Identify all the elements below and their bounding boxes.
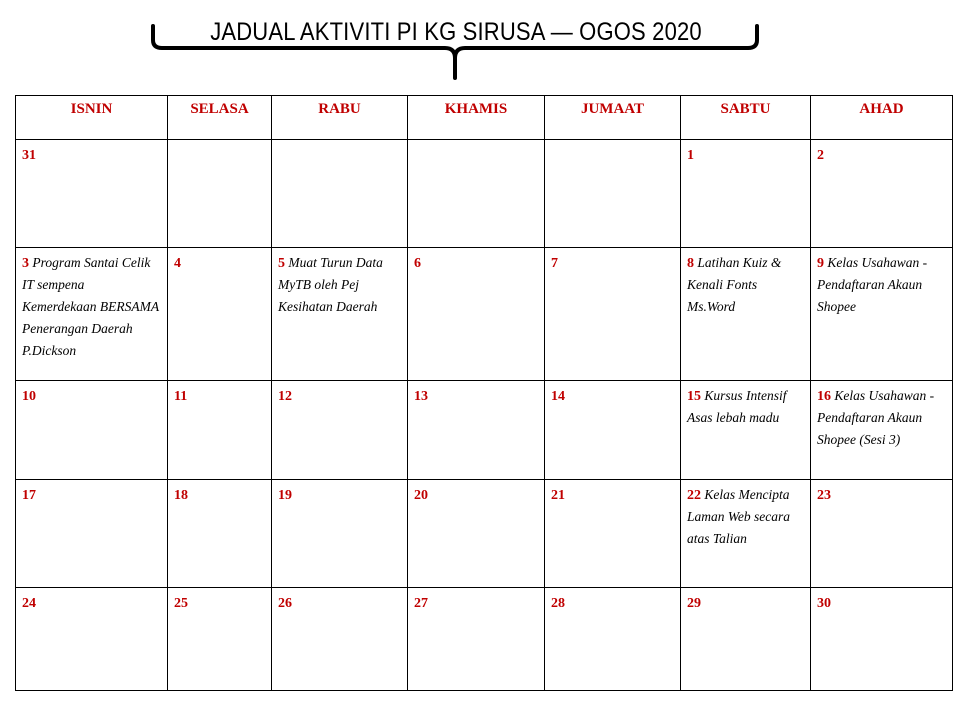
day-cell <box>811 480 953 588</box>
day-number: 27 <box>414 596 428 611</box>
day-cell <box>16 588 168 691</box>
day-cell <box>681 381 811 480</box>
day-cell <box>545 588 681 691</box>
day-number: 2 <box>817 148 824 163</box>
event-text: Kelas Mencipta Laman Web secara atas Talian <box>687 487 790 546</box>
day-number: 21 <box>551 488 565 503</box>
day-number: 14 <box>551 389 565 404</box>
day-number: 9 <box>817 256 824 271</box>
day-cell <box>408 588 545 691</box>
day-cell <box>16 480 168 588</box>
day-cell <box>681 140 811 248</box>
calendar-table <box>15 95 953 691</box>
day-cell <box>16 248 168 381</box>
day-cell <box>681 588 811 691</box>
day-number: 15 <box>687 389 701 404</box>
day-cell <box>545 140 681 248</box>
day-number: 1 <box>687 148 694 163</box>
day-number: 31 <box>22 148 36 163</box>
day-number: 26 <box>278 596 292 611</box>
day-cell <box>545 248 681 381</box>
event-text: Kursus Intensif Asas lebah madu <box>687 388 787 425</box>
event-text: Muat Turun Data MyTB oleh Pej Kesihatan Daerah <box>278 255 383 314</box>
day-cell <box>272 140 408 248</box>
day-number: 25 <box>174 596 188 611</box>
week-row <box>16 248 953 381</box>
header-selasa: SELASA <box>168 96 272 140</box>
day-number: 12 <box>278 389 292 404</box>
week-row <box>16 381 953 480</box>
day-number: 22 <box>687 488 701 503</box>
title-area <box>150 14 762 84</box>
day-cell <box>545 381 681 480</box>
day-cell <box>168 140 272 248</box>
header-isnin: ISNIN <box>16 96 168 140</box>
day-number: 8 <box>687 256 694 271</box>
day-number: 29 <box>687 596 701 611</box>
day-cell <box>681 480 811 588</box>
day-cell <box>811 248 953 381</box>
day-number: 28 <box>551 596 565 611</box>
day-cell <box>408 480 545 588</box>
day-cell <box>408 248 545 381</box>
day-cell <box>168 480 272 588</box>
day-cell <box>272 480 408 588</box>
day-number: 4 <box>174 256 181 271</box>
event-text: Program Santai Celik IT sempena Kemerdekaan BERSAMA Penerangan Daerah P.Dickson <box>22 255 159 358</box>
day-number: 24 <box>22 596 36 611</box>
day-cell <box>16 381 168 480</box>
header-sabtu: SABTU <box>681 96 811 140</box>
day-cell <box>272 381 408 480</box>
day-number: 18 <box>174 488 188 503</box>
day-number: 20 <box>414 488 428 503</box>
event-text: Kelas Usahawan - Pendaftaran Akaun Shopee (Sesi 3) <box>817 388 935 447</box>
day-cell <box>272 588 408 691</box>
day-cell <box>408 381 545 480</box>
day-cell <box>545 480 681 588</box>
day-cell <box>16 140 168 248</box>
day-cell <box>681 248 811 381</box>
day-number: 30 <box>817 596 831 611</box>
event-text: Latihan Kuiz & Kenali Fonts Ms.Word <box>687 255 782 314</box>
day-cell <box>168 248 272 381</box>
day-number: 5 <box>278 256 285 271</box>
day-number: 17 <box>22 488 36 503</box>
day-cell <box>272 248 408 381</box>
week-row <box>16 588 953 691</box>
day-number: 19 <box>278 488 292 503</box>
day-number: 11 <box>174 389 188 404</box>
week-row <box>16 140 953 248</box>
day-cell <box>408 140 545 248</box>
day-cell <box>811 588 953 691</box>
day-number: 13 <box>414 389 428 404</box>
day-number: 6 <box>414 256 421 271</box>
day-cell <box>168 381 272 480</box>
day-number: 3 <box>22 256 29 271</box>
day-number: 7 <box>551 256 558 271</box>
week-row <box>16 480 953 588</box>
day-number: 23 <box>817 488 831 503</box>
day-cell <box>811 381 953 480</box>
day-number: 10 <box>22 389 36 404</box>
page-title: JADUAL AKTIVITI PI KG SIRUSA — OGOS 2020 <box>210 18 702 46</box>
header-ahad: AHAD <box>811 96 953 140</box>
day-cell <box>811 140 953 248</box>
calendar-header-row <box>16 96 953 140</box>
header-rabu: RABU <box>272 96 408 140</box>
day-number: 16 <box>817 389 831 404</box>
header-jumaat: JUMAAT <box>545 96 681 140</box>
header-khamis: KHAMIS <box>408 96 545 140</box>
day-cell <box>168 588 272 691</box>
event-text: Kelas Usahawan - Pendaftaran Akaun Shopee <box>817 255 928 314</box>
